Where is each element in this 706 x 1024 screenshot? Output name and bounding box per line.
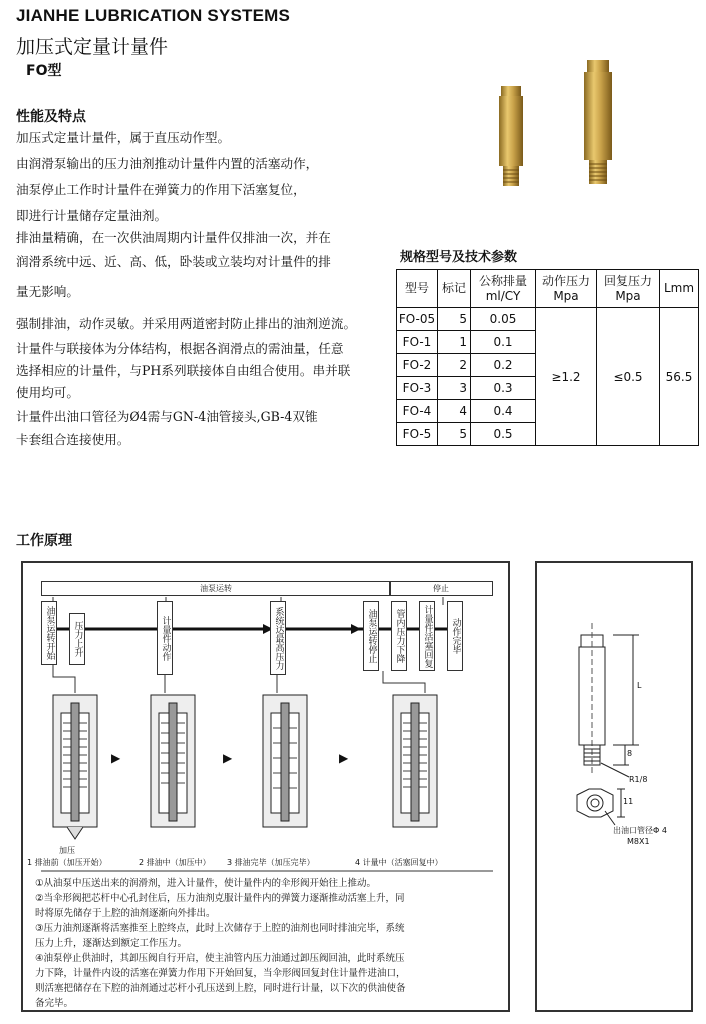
cylinder-1 [53, 695, 97, 839]
step-pump-start: 油泵运转开始 [41, 601, 57, 665]
principle-note: 压力上升，逐渐达到额定工作压力。 [35, 938, 188, 949]
cell-displacement: 0.05 [471, 308, 536, 331]
col-length: Lmm [660, 270, 699, 308]
table-row [397, 308, 699, 331]
dim-length: L [637, 681, 642, 690]
phase-running: 油泵运转 [41, 581, 391, 596]
principle-note: 则活塞把储存在下腔的油剂通过芯杆小孔压送到上腔，同时进行计量，以下次的供油使备 [35, 983, 406, 994]
feature-line: 由润滑泵输出的压力油剂推动计量件内置的活塞动作， [16, 156, 319, 171]
cell-mark: 1 [438, 331, 471, 354]
cell-displacement: 0.4 [471, 400, 536, 423]
cell-mark: 4 [438, 400, 471, 423]
col-mark: 标记 [438, 270, 471, 308]
principle-note: ③压力油剂逐渐将活塞推至上腔终点，此时上次储存于上腔的油剂也同时排油完毕，系统 [35, 923, 405, 934]
cell-displacement: 0.3 [471, 377, 536, 400]
caption-4: 4 计量中（活塞回复中） [355, 858, 443, 867]
caption-2: 2 排油中（加压中） [139, 858, 211, 867]
dim-nut: M8X1 [627, 837, 650, 846]
cell-length: 56.5 [660, 308, 699, 446]
cell-mark: 5 [438, 423, 471, 446]
spec-header-row [397, 270, 699, 308]
cell-mark: 5 [438, 308, 471, 331]
product-photo [488, 58, 638, 193]
principle-note: 备完毕。 [35, 998, 74, 1009]
step-piston-return: 计量件活塞回复 [419, 601, 435, 671]
fitting-left [499, 86, 523, 186]
cell-model: FO-5 [397, 423, 438, 446]
arrow-right-icon: ▶ [111, 751, 121, 765]
principle-heading: 工作原理 [16, 533, 72, 549]
cell-mark: 3 [438, 377, 471, 400]
cell-displacement: 0.2 [471, 354, 536, 377]
spec-table [396, 269, 699, 446]
feature-line: 选择相应的计量件，与PH系列联接体自由组合使用。串并联 [16, 363, 351, 378]
feature-line: 油泵停止工作时计量件在弹簧力的作用下活塞复位， [16, 182, 306, 197]
feature-line: 即进行计量储存定量油剂。 [16, 208, 168, 223]
cell-displacement: 0.1 [471, 331, 536, 354]
step-complete: 动作完毕 [447, 601, 463, 671]
col-return-pressure: 回复压力 Mpa [597, 270, 660, 308]
caption-1: 1 排油前（加压开始） [27, 858, 107, 867]
feature-line: 润滑系统中远、近、高、低，卧装或立装均对计量件的排 [16, 254, 331, 269]
feature-line: 排油量精确，在一次供油周期内计量件仅排油一次，并在 [16, 230, 331, 245]
cell-return-pressure: ≤0.5 [597, 308, 660, 446]
cell-model: FO-1 [397, 331, 438, 354]
cell-model: FO-2 [397, 354, 438, 377]
cell-action-pressure: ≥1.2 [536, 308, 597, 446]
product-model: FO型 [26, 63, 62, 79]
col-action-pressure: 动作压力 Mpa [536, 270, 597, 308]
step-meter-action: 计量件动作 [157, 601, 173, 675]
step-max-pressure: 系统达最高压力 [270, 601, 286, 675]
step-pressure-rise: 压力上升 [69, 613, 85, 665]
principle-note: 力下降，计量件内设的活塞在弹簧力作用下开始回复，当伞形阀回复封住计量件进油口， [35, 968, 406, 979]
principle-note: 时将原先储存于上腔的油剂逐渐向外排出。 [35, 908, 216, 919]
cylinder-4 [393, 695, 437, 827]
dim-8: 8 [627, 749, 633, 758]
cell-model: FO-3 [397, 377, 438, 400]
arrow-right-icon: ▶ [223, 751, 233, 765]
cylinder-3 [263, 695, 307, 827]
dim-11: 11 [623, 797, 634, 806]
cylinder-2 [151, 695, 195, 827]
feature-line: 使用均可。 [16, 385, 79, 400]
col-displacement: 公称排量 ml/CY [471, 270, 536, 308]
feature-line: 卡套组合连接使用。 [16, 432, 130, 447]
pressurize-label: 加压 [59, 846, 75, 855]
brand-name: JIANHE LUBRICATION SYSTEMS [16, 6, 291, 25]
features-heading: 性能及特点 [16, 109, 86, 125]
dim-thread: R1/8 [629, 775, 648, 784]
cell-model: FO-05 [397, 308, 438, 331]
dim-outlet: 出油口管径Φ 4 [613, 826, 667, 835]
step-pressure-drop: 管内压力下降 [391, 601, 407, 671]
caption-3: 3 排油完毕（加压完毕） [227, 858, 315, 867]
dimension-drawing [535, 561, 693, 1012]
feature-line: 强制排油，动作灵敏。并采用两道密封防止排出的油剂逆流。 [16, 316, 357, 331]
cell-displacement: 0.5 [471, 423, 536, 446]
dimension-svg [537, 563, 691, 1010]
fitting-right [584, 60, 612, 184]
product-title: 加压式定量计量件 [16, 36, 169, 58]
phase-stop: 停止 [389, 581, 493, 596]
feature-line: 加压式定量计量件，属于直压动作型。 [16, 130, 231, 145]
step-pump-stop: 油泵运转停止 [363, 601, 379, 671]
feature-line: 计量件出油口管径为Ø4需与GN-4油管接头,GB-4双锥 [16, 409, 318, 424]
cell-mark: 2 [438, 354, 471, 377]
principle-note: ②当伞形阀把芯杆中心孔封住后，压力油剂克服计量件内的弹簧力逐渐推动活塞上升，同 [35, 893, 405, 904]
arrow-right-icon: ▶ [339, 751, 349, 765]
principle-note: ①从油泵中压送出来的润滑剂，进入计量件，使计量件内的伞形阀开始往上推动。 [35, 878, 377, 889]
principle-note: ④油泵停止供油时，其卸压阀自行开启，使主油管内压力油通过卸压阀回油，此时系统压 [35, 953, 405, 964]
cell-model: FO-4 [397, 400, 438, 423]
col-model: 型号 [397, 270, 438, 308]
feature-line: 计量件与联接体为分体结构，根据各润滑点的需油量，任意 [16, 341, 344, 356]
feature-line: 量无影响。 [16, 284, 79, 299]
spec-title: 规格型号及技术参数 [400, 250, 518, 265]
